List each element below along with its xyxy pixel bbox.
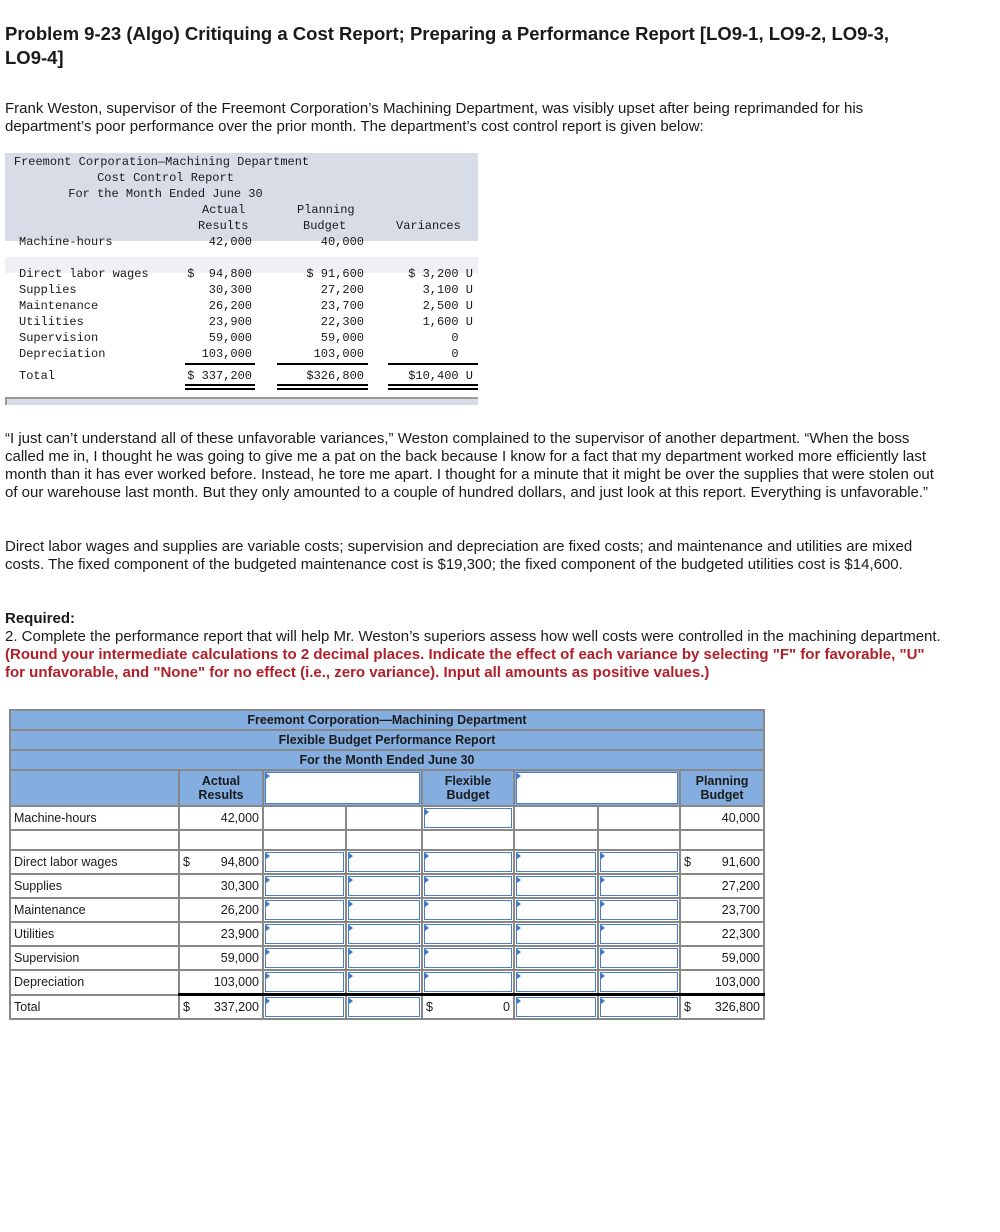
cost-row-label: Supervision — [19, 331, 99, 345]
row-label: Depreciation — [10, 970, 179, 995]
amount-input-1[interactable] — [265, 948, 344, 968]
row-label: Total — [10, 995, 179, 1020]
currency-symbol: $ — [426, 1000, 433, 1014]
row-label: Direct labor wages — [10, 850, 179, 874]
variance-type-select-2[interactable] — [600, 948, 678, 968]
variance-type-select-2[interactable] — [600, 972, 678, 992]
flexible-total: 0 — [503, 1000, 510, 1014]
amount-input-1[interactable] — [265, 972, 344, 992]
cost-title-2: Cost Control Report — [97, 171, 234, 185]
actual-value: 23,900 — [220, 927, 259, 941]
cost-row-label: Direct labor wages — [19, 267, 149, 281]
table-row-total — [10, 995, 764, 1020]
total-variance-type-select-1[interactable] — [348, 997, 420, 1017]
actual-value: 94,800 — [220, 855, 259, 869]
cost-row-plan: 103,000 — [313, 347, 364, 361]
flexible-budget-input[interactable] — [424, 900, 512, 920]
currency-symbol: $ — [684, 1000, 691, 1014]
amount-input-2[interactable] — [516, 900, 596, 920]
actual-value: 42,000 — [179, 806, 263, 830]
cost-row-label: Maintenance — [19, 299, 99, 313]
cost-row-variance: 0 — [451, 331, 473, 345]
variance-type-select-1[interactable] — [348, 948, 420, 968]
currency-symbol: $ — [183, 855, 190, 869]
actual-value: 26,200 — [220, 903, 259, 917]
amount-input-1[interactable] — [265, 924, 344, 944]
header-results: Results — [198, 219, 249, 233]
variance-type-select-1[interactable] — [348, 972, 420, 992]
header-flexible-budget: Flexible Budget — [422, 770, 514, 806]
cost-row-plan: 27,200 — [320, 283, 364, 297]
amount-input-2[interactable] — [516, 972, 596, 992]
column-header-input-2[interactable] — [516, 772, 678, 804]
amount-input-2[interactable] — [516, 876, 596, 896]
currency-symbol: $ — [684, 855, 691, 869]
cost-row-variance: 2,500 U — [422, 299, 473, 313]
header-planning-budget: Planning Budget — [680, 770, 764, 806]
planning-value: 40,000 — [680, 806, 764, 830]
cost-title-1: Freemont Corporation—Machining Department — [13, 155, 310, 169]
row-label: Machine-hours — [10, 806, 179, 830]
table-row — [10, 874, 764, 898]
cost-row-plan: $326,800 — [306, 369, 364, 383]
flexible-budget-input[interactable] — [424, 876, 512, 896]
cost-row-actual: $ 337,200 — [187, 369, 252, 383]
table-row-machine-hours — [10, 806, 764, 830]
cost-title-3: For the Month Ended June 30 — [68, 187, 263, 201]
header-variances: Variances — [396, 219, 461, 233]
amount-input-1[interactable] — [265, 900, 344, 920]
flexible-machine-hours-input[interactable] — [424, 808, 512, 828]
performance-report-table — [9, 709, 765, 1020]
planning-value: 22,300 — [721, 927, 760, 941]
header-budget: Budget — [303, 219, 347, 233]
cost-row-actual: 26,200 — [208, 299, 252, 313]
header-actual-results: Actual Results — [179, 770, 263, 806]
column-header-input-1[interactable] — [265, 772, 420, 804]
total-variance-type-select-2[interactable] — [600, 997, 678, 1017]
planning-value: 27,200 — [721, 879, 760, 893]
cost-row-variance: 0 — [451, 347, 473, 361]
actual-total: 337,200 — [213, 1000, 259, 1014]
table-row — [10, 970, 764, 995]
required-text: 2. Complete the performance report that will help Mr. Weston’s superiors assess how well costs were controlled in the machining department. — [5, 628, 941, 645]
cost-row-variance: $ 3,200 U — [408, 267, 473, 281]
table-row — [10, 850, 764, 874]
amount-input-2[interactable] — [516, 924, 596, 944]
machine-hours-plan: 40,000 — [320, 235, 364, 249]
variance-type-select-1[interactable] — [348, 852, 420, 872]
planning-value: 59,000 — [721, 951, 760, 965]
actual-value: 103,000 — [213, 975, 259, 989]
flexible-budget-input[interactable] — [424, 852, 512, 872]
row-label: Maintenance — [10, 898, 179, 922]
table-row — [10, 922, 764, 946]
amount-input-1[interactable] — [265, 876, 344, 896]
variance-type-select-2[interactable] — [600, 900, 678, 920]
cost-row-plan: 22,300 — [320, 315, 364, 329]
header-planning: Planning — [297, 203, 355, 217]
actual-value: 59,000 — [220, 951, 259, 965]
row-label: Supervision — [10, 946, 179, 970]
planning-value: 103,000 — [714, 975, 760, 989]
instructions: (Round your intermediate calculations to 2 decimal places. Indicate the effect of each variance by selecting "F" for favorable, "U" for unfavorable, and "None" for no effect (i.e., zero variance). Input all amounts as positive values.) — [5, 646, 925, 681]
quote-text: “I just can’t understand all of these unfavorable variances,” Weston complained to the supervisor of another department. “When the boss called me in, I thought he was going to give me a pat on the back because I know for a fact that my department worked more efficiently last month than it has ever worked before. Instead, he tore me apart. I thought for a minute that it might be over the supplies that were stolen out of our warehouse last month. But they only amounted to a couple of hundred dollars, and just look at this report. Everything is unfavorable.” — [5, 430, 934, 501]
variance-type-select-1[interactable] — [348, 876, 420, 896]
actual-value: 30,300 — [220, 879, 259, 893]
amount-input-2[interactable] — [516, 852, 596, 872]
header-actual: Actual — [202, 203, 246, 217]
variance-type-select-2[interactable] — [600, 852, 678, 872]
cost-row-label: Total — [19, 369, 56, 383]
cost-row-actual: 59,000 — [208, 331, 252, 345]
cost-row-actual: 103,000 — [201, 347, 252, 361]
amount-input-1[interactable] — [265, 852, 344, 872]
table-row — [10, 898, 764, 922]
cost-row-label: Supplies — [19, 283, 77, 297]
variance-type-select-1[interactable] — [348, 900, 420, 920]
cost-row-plan: 23,700 — [320, 299, 364, 313]
machine-hours-actual: 42,000 — [208, 235, 252, 249]
cost-row-variance: 1,600 U — [422, 315, 473, 329]
required-label: Required: — [5, 610, 76, 627]
amount-input-2[interactable] — [516, 948, 596, 968]
currency-symbol: $ — [183, 1000, 190, 1014]
cost-row-variance: $10,400 U — [408, 369, 473, 383]
cost-row-actual: 23,900 — [208, 315, 252, 329]
cost-row-actual: $ 94,800 — [187, 267, 252, 281]
row-label: Supplies — [10, 874, 179, 898]
cost-row-actual: 30,300 — [208, 283, 252, 297]
cost-control-report — [5, 153, 478, 405]
cost-row-plan: $ 91,600 — [306, 267, 364, 281]
report-title-3: For the Month Ended June 30 — [10, 750, 764, 770]
costs-text: Direct labor wages and supplies are variable costs; supervision and depreciation are fixed costs; and maintenance and utilities are mixed costs. The fixed component of the budgeted maintenance cost is $19,300; the fixed component of the budgeted utilities cost is $14,600. — [5, 538, 913, 573]
table-row — [10, 946, 764, 970]
total-amount-input-2[interactable] — [516, 997, 596, 1017]
machine-hours-label: Machine-hours — [19, 235, 113, 249]
variance-type-select-1[interactable] — [348, 924, 420, 944]
cost-row-label: Utilities — [19, 315, 84, 329]
planning-value: 91,600 — [721, 855, 760, 869]
report-title-2: Flexible Budget Performance Report — [10, 730, 764, 750]
flexible-budget-input[interactable] — [424, 948, 512, 968]
cost-row-variance: 3,100 U — [422, 283, 473, 297]
report-title-1: Freemont Corporation—Machining Department — [10, 710, 764, 730]
variance-type-select-2[interactable] — [600, 924, 678, 944]
intro-text: Frank Weston, supervisor of the Freemont Corporation’s Machining Department, was visibly upset after being reprimanded for his department’s poor performance over the prior month. The department’s cost control report is given below: — [5, 100, 864, 135]
variance-type-select-2[interactable] — [600, 876, 678, 896]
page-title: Problem 9-23 (Algo) Critiquing a Cost Report; Preparing a Performance Report [LO9-1, LO9-2, LO9-3, LO9-4] — [5, 23, 890, 68]
cost-row-plan: 59,000 — [320, 331, 364, 345]
cost-row-label: Depreciation — [19, 347, 106, 361]
total-amount-input-1[interactable] — [265, 997, 344, 1017]
scroll-bar[interactable] — [5, 397, 478, 405]
planning-value: 23,700 — [721, 903, 760, 917]
row-label: Utilities — [10, 922, 179, 946]
flexible-budget-input[interactable] — [424, 972, 512, 992]
flexible-budget-input[interactable] — [424, 924, 512, 944]
planning-total: 326,800 — [714, 1000, 760, 1014]
